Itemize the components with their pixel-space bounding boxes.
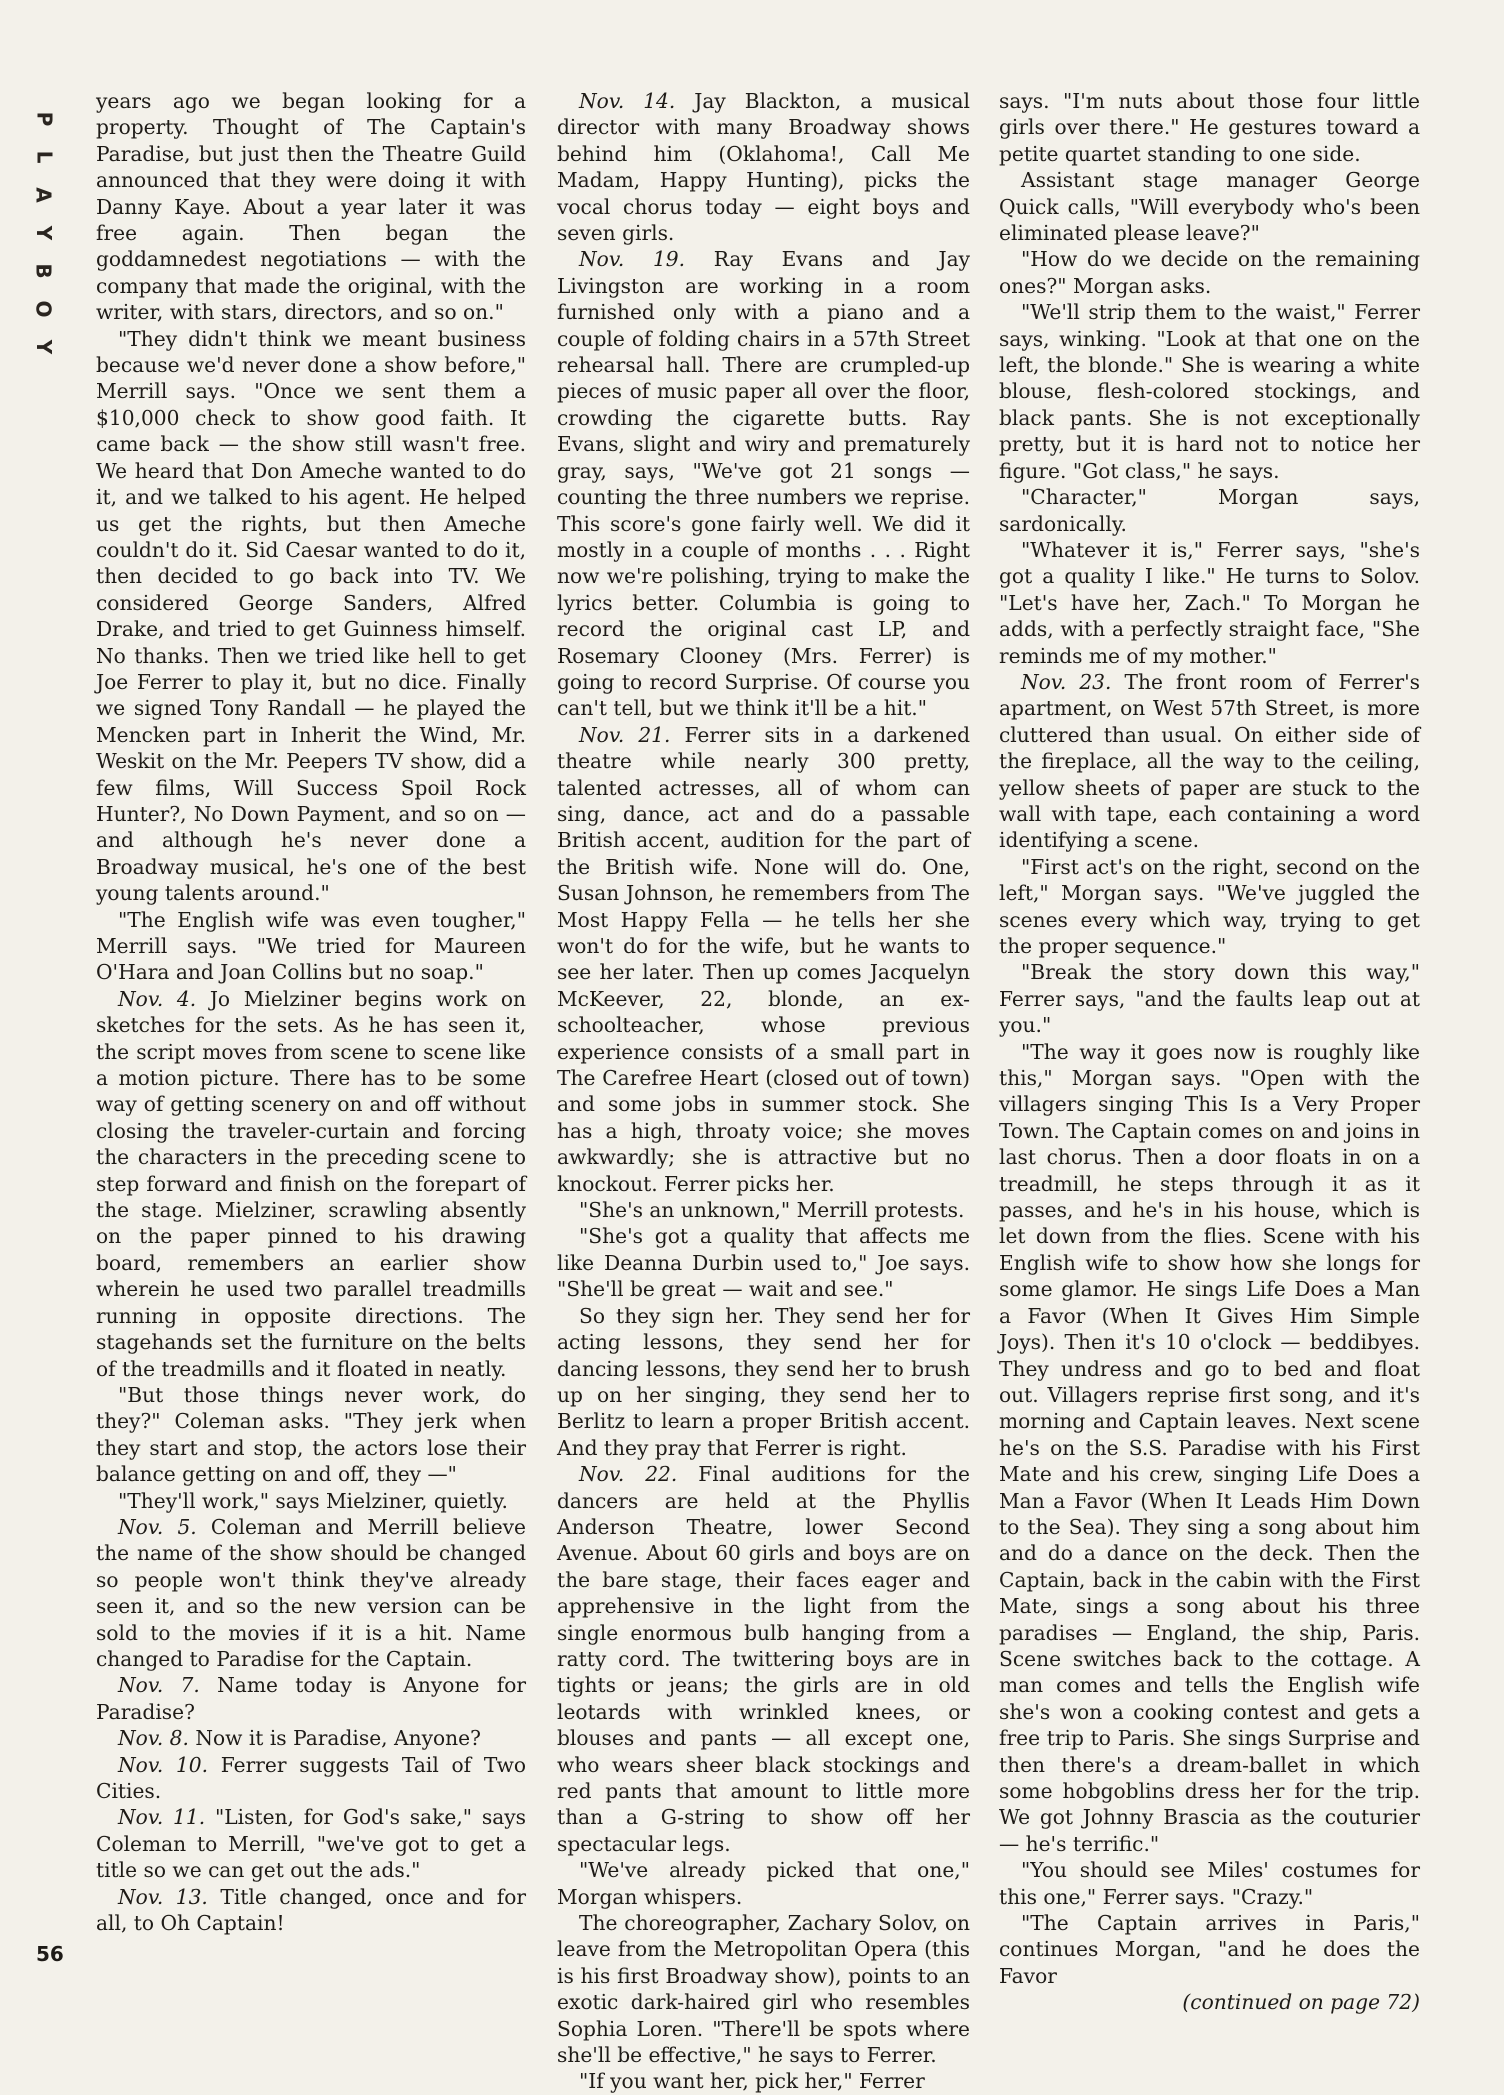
paragraph-text: "If you want her, pick her," Ferrer xyxy=(579,2069,925,2094)
paragraph-text: "She's got a quality that affects me like Deanna Durbin used to," Joe says. "She'll be great — wait and see." xyxy=(557,1224,970,1302)
paragraph xyxy=(557,1857,970,1910)
paragraph xyxy=(999,669,1420,854)
paragraph xyxy=(96,1884,526,1937)
paragraph xyxy=(96,1804,526,1883)
paragraph-text: "The English wife was even tougher," Merrill says. "We tried for Maureen O'Hara and Joan Collins but no soap." xyxy=(96,907,526,985)
paragraph-text: Assistant stage manager George Quick calls, "Will everybody who's been eliminated please leave?" xyxy=(999,168,1420,246)
paragraph-text: Name today is Anyone for Paradise? xyxy=(96,1673,527,1724)
paragraph-text: The front room of Ferrer's apartment, on West 57th Street, is more cluttered than usual. On either side of the fireplace, all the way to the ceiling, yellow sheets of paper are stuck to the wall with tape, each containing a word identifying a scene. xyxy=(999,669,1421,853)
entry-date: Nov. 21. xyxy=(579,722,671,747)
paragraph-text: "They didn't think we meant business because we'd never done a show before," Merrill says. "Once we sent them a $10,000 check to show good faith. It came back — the show still wasn't free. We heard that Don Ameche wanted to do it, and we talked to his agent. He helped us get the rights, but then Ameche couldn't do it. Sid Caesar wanted to do it, then decided to go back into TV. We considered George Sanders, Alfred Drake, and tried to get Guinness himself. No thanks. Then we tried like hell to get Joe Ferrer to play it, but no dice. Finally we signed Tony Randall — he played the Mencken part in Inherit the Wind, Mr. Weskit on the Mr. Peepers TV show, did a few films, Will Success Spoil Rock Hunter?, No Down Payment, and so on — and although he's never done a Broadway musical, he's one of the best young talents around." xyxy=(96,326,526,906)
paragraph xyxy=(999,167,1420,246)
paragraph xyxy=(96,88,526,326)
paragraph xyxy=(999,299,1420,484)
paragraph xyxy=(999,1989,1420,2015)
paragraph-text: "How do we decide on the remaining ones?" Morgan asks. xyxy=(999,247,1420,298)
paragraph-text: "The way it goes now is roughly like this," Morgan says. "Open with the villagers singing This Is a Very Proper Town. The Captain comes on and joins in last chorus. Then a door floats in on a treadmill, he steps through it as it passes, and he's in his house, which is let down from the flies. Scene with his English wife to show how she longs for some glamor. He sings Life Does a Man a Favor (When It Gives Him Simple Joys). Then it's 10 o'clock — beddibyes. They undress and go to bed and float out. Villagers reprise first song, and it's morning and Captain leaves. Next scene he's on the S.S. Paradise with his First Mate and his crew, singing Life Does a Man a Favor (When It Leads Him Down to the Sea). They sing a song about him and do a dance on the deck. Then the Captain, back in the cabin with the First Mate, sings a song about his three paradises — England, the ship, Paris. Scene switches back to the cottage. A man comes and tells the English wife she's won a cooking contest and gets a free trip to Paris. She sings Surprise and then there's a dream-ballet in which some hobgoblins dress her for the trip. We got Johnny Brascia as the couturier — he's terrific." xyxy=(999,1039,1420,1856)
entry-date: Nov. 22. xyxy=(579,1462,678,1487)
paragraph-text: Final auditions for the dancers are held at the Phyllis Anderson Theatre, lower Second Avenue. About 60 girls and boys are on the bare stage, their faces eager and apprehensive in the light from the single enormous bulb hanging from a ratty cord. The twittering boys are in tights or jeans; the girls are in old leotards with wrinkled knees, or blouses and pants — all except one, who wears sheer black stockings and red pants that amount to little more than a G-string to show off her spectacular legs. xyxy=(557,1462,971,1856)
entry-date: Nov. 8. xyxy=(118,1726,189,1751)
paragraph-text: "Character," Morgan says, sardonically. xyxy=(999,485,1420,536)
paragraph-text: Jo Mielziner begins work on sketches for the sets. As he has seen it, the script moves from scene to scene like a motion picture. There has to be some way of getting scenery on and off without closing the traveler-curtain and forcing the characters in the preceding scene to step forward and finish on the forepart of the stage. Mielziner, scrawling absently on the paper pinned to his drawing board, remembers an earlier show wherein he used two parallel treadmills running in opposite directions. The stagehands set the furniture on the belts of the treadmills and it floated in neatly. xyxy=(96,986,527,1381)
paragraph-text: "We've already picked that one," Morgan whispers. xyxy=(557,1858,970,1909)
paragraph-text: Now it is Paradise, Anyone? xyxy=(188,1726,481,1751)
paragraph-text: "Break the story down this way," Ferrer says, "and the faults leap out at you." xyxy=(999,960,1420,1038)
paragraph xyxy=(557,2068,970,2094)
paragraph xyxy=(999,537,1420,669)
page-number: 56 xyxy=(36,1942,64,1966)
paragraph xyxy=(96,1382,526,1488)
entry-date: Nov. 4. xyxy=(118,986,197,1011)
paragraph-text: says. "I'm nuts about those four little girls over there." He gestures toward a petite quartet standing to one side. xyxy=(999,89,1420,166)
paragraph xyxy=(557,722,970,1197)
paragraph-text: "First act's on the right, second on the left," Morgan says. "We've juggled the scenes every which way, trying to get the proper sequence." xyxy=(999,854,1420,958)
paragraph-text: "She's an unknown," Merrill protests. xyxy=(579,1198,965,1223)
paragraph xyxy=(999,854,1420,960)
entry-date: Nov. 19. xyxy=(579,247,686,272)
entry-date: Nov. 13. xyxy=(118,1884,208,1909)
paragraph xyxy=(96,326,526,907)
paragraph xyxy=(999,1039,1420,1858)
paragraph xyxy=(96,1672,526,1725)
paragraph-text: Coleman and Merrill believe the name of the show should be changed so people won't think they've already seen it, and so the new version can be sold to the movies if it is a hit. Name changed to Paradise for the Captain. xyxy=(96,1514,526,1671)
paragraph-text: "The Captain arrives in Paris," continues Morgan, "and he does the Favor xyxy=(999,1911,1420,1988)
paragraph-text: "We'll strip them to the waist," Ferrer says, winking. "Look at that one on the left, the blonde." She is wearing a white blouse, flesh-colored stockings, and black pants. She is not exceptionally pretty, but it is hard not to notice her figure. "Got class," he says. xyxy=(999,300,1420,483)
paragraph-text: "Whatever it is," Ferrer says, "she's got a quality I like." He turns to Solov. "Let's have her, Zach." To Morgan he adds, with a perfectly straight face, "She reminds me of my mother." xyxy=(999,537,1420,668)
paragraph xyxy=(557,1303,970,1461)
paragraph xyxy=(557,246,970,721)
column-1 xyxy=(96,88,526,1936)
paragraph xyxy=(557,1197,970,1223)
masthead-letter: L xyxy=(32,150,56,164)
masthead-letter: B xyxy=(32,263,56,279)
paragraph xyxy=(999,959,1420,1038)
column-3 xyxy=(999,88,1420,2016)
paragraph xyxy=(96,986,526,1382)
masthead-letter: Y xyxy=(31,225,56,241)
paragraph-text: Ray Evans and Jay Livingston are working in a room furnished only with a piano and a couple of folding chairs in a 57th Street rehearsal hall. There are crumpled-up pieces of music paper all over the floor, crowding the cigarette butts. Ray Evans, slight and wiry and prematurely gray, says, "We've got 21 songs — counting the three numbers we reprise. This score's gone fairly well. We did it mostly in a couple of months . . . Right now we're polishing, trying to make the lyrics better. Columbia is going to record the original cast LP, and Rosemary Clooney (Mrs. Ferrer) is going to record Surprise. Of course you can't tell, but we think it'll be a hit." xyxy=(557,247,971,721)
masthead-letter: A xyxy=(31,187,56,203)
paragraph xyxy=(557,1223,970,1302)
masthead-letter: P xyxy=(31,111,56,127)
paragraph xyxy=(96,907,526,986)
paragraph xyxy=(999,484,1420,537)
paragraph xyxy=(96,1488,526,1514)
paragraph xyxy=(96,1752,526,1805)
paragraph-text: Ferrer suggests Tail of Two Cities. xyxy=(96,1752,527,1803)
paragraph xyxy=(96,1514,526,1672)
paragraph xyxy=(557,1461,970,1857)
paragraph-text: Title changed, once and for all, to Oh Captain! xyxy=(96,1884,526,1936)
paragraph-text: "Listen, for God's sake," says Coleman to Merrill, "we've got to get a title so we can get out the ads." xyxy=(96,1805,526,1883)
column-2 xyxy=(557,88,970,2095)
paragraph-text: So they sign her. They send her for acting lessons, they send her for dancing lessons, they send her to brush up on her singing, they send her to Berlitz to learn a proper British accent. And they pray that Ferrer is right. xyxy=(557,1303,970,1460)
paragraph-text: (continued on page 72) xyxy=(1182,1990,1420,2015)
entry-date: Nov. 14. xyxy=(579,89,676,113)
paragraph xyxy=(999,246,1420,299)
paragraph-text: Jay Blackton, a musical director with many Broadway shows behind him (Oklahoma!, Call Me Madam, Happy Hunting), picks the vocal chorus today — eight boys and seven girls. xyxy=(557,89,971,246)
paragraph-text: years ago we began looking for a property. Thought of The Captain's Paradise, but just then the Theatre Guild announced that they were doing it with Danny Kaye. About a year later it was free again. Then began the goddamnedest negotiations — with the company that made the original, with the writer, with stars, directors, and so on." xyxy=(96,89,526,325)
masthead-letter: Y xyxy=(31,339,56,355)
paragraph xyxy=(999,1857,1420,1910)
entry-date: Nov. 10. xyxy=(118,1752,209,1777)
paragraph xyxy=(557,1910,970,2068)
entry-date: Nov. 11. xyxy=(118,1805,206,1830)
masthead xyxy=(30,100,58,366)
entry-date: Nov. 7. xyxy=(118,1673,200,1698)
paragraph-text: The choreographer, Zachary Solov, on leave from the Metropolitan Opera (this is his first Broadway show), points to an exotic dark-haired girl who resembles Sophia Loren. "There'll be spots where she'll be effective," he says to Ferrer. xyxy=(557,1911,970,2068)
entry-date: Nov. 5. xyxy=(118,1514,197,1539)
paragraph-text: Ferrer sits in a darkened theatre while nearly 300 pretty, talented actresses, all of whom can sing, dance, act and do a passable British accent, audition for the part of the British wife. None will do. One, Susan Johnson, he remembers from The Most Happy Fella — he tells her she won't do for the wife, but he wants to see her later. Then up comes Jacquelyn McKeever, 22, blonde, an ex-schoolteacher, whose previous experience consists of a small part in The Carefree Heart (closed out of town) and some jobs in summer stock. She has a high, throaty voice; she moves awkwardly; she is attractive but no knockout. Ferrer picks her. xyxy=(557,722,971,1196)
paragraph xyxy=(999,88,1420,167)
paragraph-text: "They'll work," says Mielziner, quietly. xyxy=(118,1488,508,1513)
paragraph xyxy=(557,88,970,246)
masthead-letter: O xyxy=(31,300,56,318)
paragraph-text: "But those things never work, do they?" Coleman asks. "They jerk when they start and stop, the actors lose their balance getting on and off, they —" xyxy=(96,1382,526,1487)
entry-date: Nov. 23. xyxy=(1021,669,1112,694)
paragraph xyxy=(96,1725,526,1751)
paragraph-text: "You should see Miles' costumes for this one," Ferrer says. "Crazy." xyxy=(999,1858,1420,1909)
paragraph xyxy=(999,1910,1420,1989)
